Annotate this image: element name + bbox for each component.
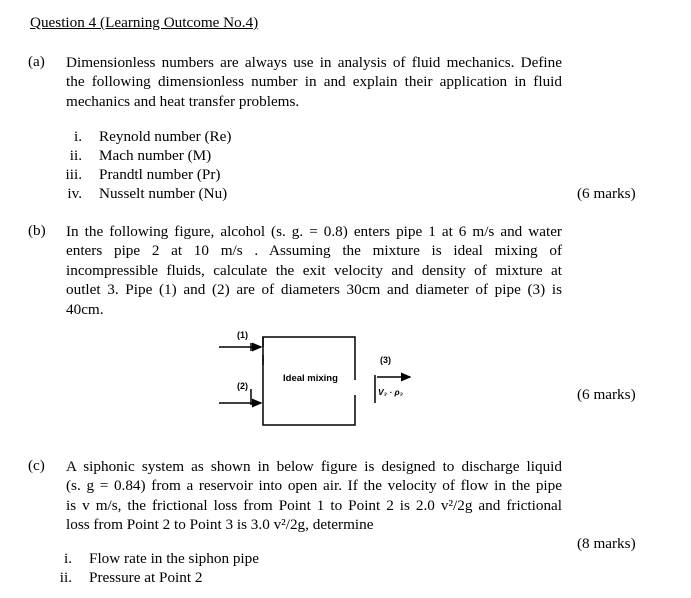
part-b-line: enters pipe 2 at 10 m/s . Assuming the mixture is ideal mixing of <box>66 242 562 260</box>
part-c-item-text: Flow rate in the siphon pipe <box>89 550 259 567</box>
mixing-box-label: Ideal mixing <box>283 373 338 384</box>
part-a-item-text: Reynold number (Re) <box>99 128 232 145</box>
mixing-figure <box>215 325 415 430</box>
pipe-1-label: (1) <box>237 330 248 340</box>
part-a-paragraph <box>66 53 562 111</box>
part-c-item-number: i. <box>63 550 72 567</box>
part-b-paragraph <box>66 222 562 319</box>
part-a-line: mechanics and heat transfer problems. <box>66 92 300 110</box>
part-c-label: (c) <box>28 457 45 474</box>
part-c-line: loss from Point 2 to Point 3 is 3.0 v²/2g, determine <box>66 516 374 534</box>
part-c-line: (s. g = 0.84) from a reservoir into open air. If the velocity of flow in the pipe <box>66 477 562 495</box>
part-a-line: the following dimensionless number in and explain their application in fluid <box>66 73 562 91</box>
part-a-line: Dimensionless numbers are always use in analysis of fluid mechanics. Define <box>66 54 562 71</box>
part-a-label: (a) <box>28 53 45 70</box>
part-b-line: outlet 3. Pipe (1) and (2) are of diameters 30cm and diameter of pipe (3) is <box>66 281 562 299</box>
outlet-label: V₃ · ρ₃ <box>378 387 403 397</box>
part-a-item-text: Nusselt number (Nu) <box>99 185 228 202</box>
part-a-item-number: i. <box>73 128 82 145</box>
part-c-line: A siphonic system as shown in below figure is designed to discharge liquid <box>66 458 562 475</box>
part-b-label: (b) <box>28 222 46 239</box>
part-a-item-text: Mach number (M) <box>99 147 212 164</box>
part-a-item-number: ii. <box>69 147 82 164</box>
part-a-marks: (6 marks) <box>577 185 636 202</box>
part-b-line: 40cm. <box>66 300 104 318</box>
question-title: Question 4 (Learning Outcome No.4) <box>30 14 259 31</box>
part-c-item-text: Pressure at Point 2 <box>89 569 203 586</box>
pipe-3-label: (3) <box>380 355 391 365</box>
part-a-item-number: iii. <box>65 166 82 183</box>
part-a-item-text: Prandtl number (Pr) <box>99 166 221 183</box>
part-b-line: In the following figure, alcohol (s. g. = 0.8) enters pipe 1 at 6 m/s and water <box>66 223 562 240</box>
part-a-item-number: iv. <box>67 185 82 202</box>
pipe-2-label: (2) <box>237 381 248 391</box>
part-c-paragraph <box>66 457 562 535</box>
part-b-marks: (6 marks) <box>577 386 636 403</box>
part-c-line: is v m/s, the frictional loss from Point 1 to Point 2 is 2.0 v²/2g and frictional <box>66 496 562 514</box>
part-b-line: incompressible fluids, calculate the exit velocity and density of mixture at <box>66 261 562 279</box>
part-c-marks: (8 marks) <box>577 535 636 552</box>
part-c-item-number: ii. <box>59 569 72 586</box>
mixing-box <box>263 395 355 425</box>
